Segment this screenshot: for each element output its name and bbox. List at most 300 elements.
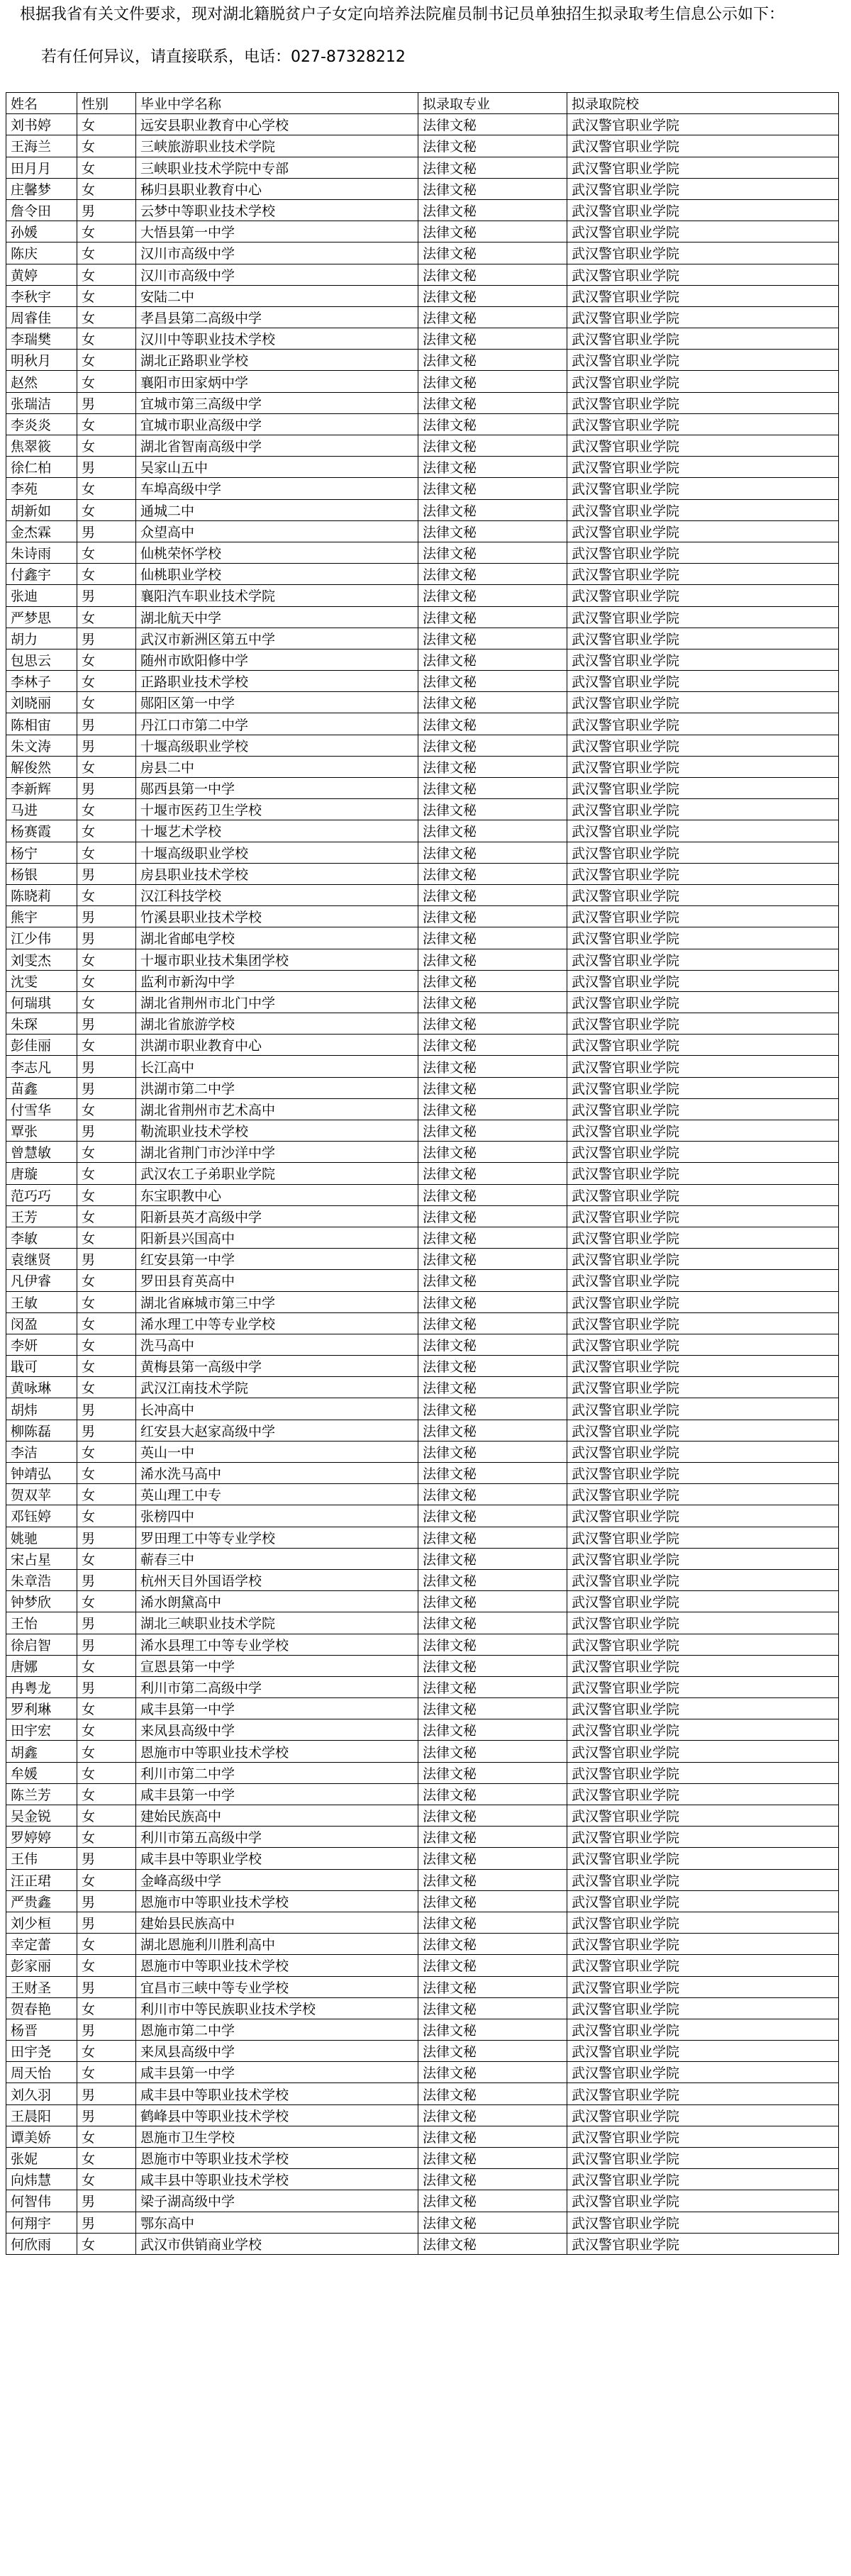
table-row [6,2212,839,2233]
table-row [6,1270,839,1291]
cell-name: 袁继贤 [6,1249,77,1270]
cell-major: 法律文秘 [418,135,567,157]
cell-gender: 女 [77,1312,136,1334]
table-row [6,435,839,457]
cell-name: 田月月 [6,157,77,178]
cell-school: 建始县民族高中 [136,1912,418,1933]
cell-gender: 女 [77,884,136,905]
cell-gender: 女 [77,1805,136,1827]
cell-school: 英山理工中专 [136,1484,418,1505]
cell-school: 浠水县理工中等专业学校 [136,1634,418,1655]
cell-school: 湖北省荆州市北门中学 [136,991,418,1013]
cell-college: 武汉警官职业学院 [567,135,839,157]
cell-gender: 女 [77,1227,136,1248]
header-school: 毕业中学名称 [136,93,418,114]
cell-gender: 男 [77,1420,136,1441]
cell-major: 法律文秘 [418,1142,567,1163]
table-row [6,1548,839,1569]
cell-major: 法律文秘 [418,1612,567,1634]
cell-college: 武汉警官职业学院 [567,1035,839,1056]
cell-major: 法律文秘 [418,863,567,884]
cell-college: 武汉警官职业学院 [567,1719,839,1741]
cell-college: 武汉警官职业学院 [567,585,839,606]
table-row [6,1591,839,1612]
cell-school: 洪湖市职业教育中心 [136,1035,418,1056]
cell-major: 法律文秘 [418,1120,567,1142]
table-row [6,499,839,520]
cell-college: 武汉警官职业学院 [567,1077,839,1098]
cell-name: 王海兰 [6,135,77,157]
cell-school: 宜城市第三高级中学 [136,392,418,413]
table-row [6,1805,839,1827]
cell-major: 法律文秘 [418,1270,567,1291]
cell-gender: 女 [77,499,136,520]
cell-name: 马进 [6,799,77,820]
cell-major: 法律文秘 [418,520,567,542]
cell-gender: 女 [77,285,136,306]
cell-gender: 女 [77,564,136,585]
cell-college: 武汉警官职业学院 [567,2104,839,2126]
cell-gender: 女 [77,413,136,435]
cell-school: 武汉市新洲区第五中学 [136,628,418,649]
cell-gender: 女 [77,649,136,670]
cell-gender: 女 [77,242,136,264]
table-row [6,457,839,478]
table-row [6,692,839,713]
table-row [6,1377,839,1398]
cell-school: 蕲春三中 [136,1548,418,1569]
cell-gender: 女 [77,1377,136,1398]
cell-college: 武汉警官职业学院 [567,1741,839,1762]
cell-school: 东宝职教中心 [136,1184,418,1205]
cell-college: 武汉警官职业学院 [567,1463,839,1484]
table-body [6,114,839,2255]
cell-college: 武汉警官职业学院 [567,628,839,649]
cell-major: 法律文秘 [418,1377,567,1398]
cell-name: 幸定蕾 [6,1934,77,1955]
table-row [6,2233,839,2254]
table-row [6,970,839,991]
cell-college: 武汉警官职业学院 [567,392,839,413]
cell-name: 王晨阳 [6,2104,77,2126]
cell-gender: 男 [77,735,136,756]
cell-major: 法律文秘 [418,799,567,820]
cell-school: 十堰高级职业学校 [136,842,418,863]
cell-name: 江少伟 [6,927,77,949]
cell-gender: 男 [77,778,136,799]
cell-school: 大悟县第一中学 [136,221,418,242]
cell-school: 孝昌县第二高级中学 [136,306,418,328]
cell-name: 付雪华 [6,1098,77,1120]
table-row [6,1163,839,1184]
table-row [6,306,839,328]
cell-name: 焦翠筱 [6,435,77,457]
cell-college: 武汉警官职业学院 [567,2126,839,2147]
cell-gender: 男 [77,1056,136,1077]
table-row [6,1098,839,1120]
cell-school: 英山一中 [136,1441,418,1462]
table-row [6,1955,839,1976]
cell-school: 红安县大赵家高级中学 [136,1420,418,1441]
table-row [6,1505,839,1527]
cell-college: 武汉警官职业学院 [567,820,839,842]
cell-school: 利川市第二中学 [136,1762,418,1783]
cell-gender: 男 [77,1569,136,1590]
cell-major: 法律文秘 [418,478,567,499]
table-row [6,285,839,306]
table-row [6,264,839,285]
cell-school: 十堰市职业技术集团学校 [136,949,418,970]
cell-college: 武汉警官职业学院 [567,1527,839,1548]
cell-major: 法律文秘 [418,1077,567,1098]
cell-major: 法律文秘 [418,778,567,799]
cell-school: 恩施市卫生学校 [136,2126,418,2147]
cell-name: 贺双苹 [6,1484,77,1505]
cell-major: 法律文秘 [418,264,567,285]
cell-gender: 女 [77,1762,136,1783]
cell-gender: 女 [77,435,136,457]
table-header-row [6,93,839,114]
cell-college: 武汉警官职业学院 [567,692,839,713]
cell-gender: 男 [77,863,136,884]
cell-name: 陈相宙 [6,713,77,735]
cell-college: 武汉警官职业学院 [567,350,839,371]
cell-gender: 男 [77,1077,136,1098]
cell-school: 来凤县高级中学 [136,2041,418,2062]
cell-school: 仙桃职业学校 [136,564,418,585]
table-row [6,735,839,756]
cell-school: 吴家山五中 [136,457,418,478]
cell-name: 何翔宇 [6,2212,77,2233]
cell-gender: 男 [77,585,136,606]
cell-gender: 女 [77,2169,136,2190]
cell-major: 法律文秘 [418,2019,567,2040]
cell-college: 武汉警官职业学院 [567,713,839,735]
cell-name: 罗利琳 [6,1698,77,1719]
cell-gender: 女 [77,135,136,157]
cell-college: 武汉警官职业学院 [567,1997,839,2019]
cell-name: 田宇尧 [6,2041,77,2062]
cell-gender: 女 [77,1548,136,1569]
cell-school: 汉川中等职业技术学校 [136,328,418,350]
cell-school: 恩施市第二中学 [136,2019,418,2040]
cell-college: 武汉警官职业学院 [567,1120,839,1142]
cell-major: 法律文秘 [418,413,567,435]
cell-gender: 男 [77,2083,136,2104]
cell-college: 武汉警官职业学院 [567,1783,839,1805]
cell-school: 武汉市供销商业学校 [136,2233,418,2254]
cell-major: 法律文秘 [418,1334,567,1355]
cell-name: 范巧巧 [6,1184,77,1205]
cell-major: 法律文秘 [418,585,567,606]
cell-gender: 女 [77,1934,136,1955]
cell-gender: 女 [77,1591,136,1612]
cell-major: 法律文秘 [418,1548,567,1569]
cell-school: 远安县职业教育中心学校 [136,114,418,135]
cell-college: 武汉警官职业学院 [567,1676,839,1697]
cell-major: 法律文秘 [418,1741,567,1762]
table-row [6,1912,839,1933]
cell-name: 周天怡 [6,2062,77,2083]
cell-major: 法律文秘 [418,221,567,242]
cell-major: 法律文秘 [418,1356,567,1377]
cell-gender: 女 [77,949,136,970]
table-row [6,927,839,949]
table-row [6,1334,839,1355]
cell-major: 法律文秘 [418,628,567,649]
cell-major: 法律文秘 [418,2148,567,2169]
cell-school: 湖北航天中学 [136,606,418,628]
cell-gender: 女 [77,1356,136,1377]
cell-gender: 女 [77,692,136,713]
cell-major: 法律文秘 [418,1827,567,1848]
cell-major: 法律文秘 [418,756,567,777]
cell-college: 武汉警官职业学院 [567,1869,839,1890]
cell-major: 法律文秘 [418,2233,567,2254]
table-row [6,1463,839,1484]
table-row [6,1997,839,2019]
table-row [6,2126,839,2147]
cell-major: 法律文秘 [418,392,567,413]
cell-gender: 男 [77,457,136,478]
cell-major: 法律文秘 [418,884,567,905]
cell-college: 武汉警官职业学院 [567,863,839,884]
cell-gender: 女 [77,799,136,820]
cell-major: 法律文秘 [418,350,567,371]
cell-gender: 女 [77,221,136,242]
cell-name: 孙媛 [6,221,77,242]
cell-college: 武汉警官职业学院 [567,1441,839,1462]
cell-major: 法律文秘 [418,1056,567,1077]
table-row [6,242,839,264]
cell-college: 武汉警官职业学院 [567,1934,839,1955]
table-row [6,1698,839,1719]
cell-name: 罗婷婷 [6,1827,77,1848]
cell-name: 向炜慧 [6,2169,77,2190]
cell-name: 陈兰芳 [6,1783,77,1805]
table-row [6,991,839,1013]
table-row [6,1205,839,1227]
cell-college: 武汉警官职业学院 [567,1976,839,1997]
cell-major: 法律文秘 [418,1655,567,1676]
cell-college: 武汉警官职业学院 [567,1955,839,1976]
cell-major: 法律文秘 [418,1013,567,1035]
cell-gender: 女 [77,1205,136,1227]
notice-contact: 若有任何异议，请直接联系，电话：027-87328212 [41,48,406,66]
cell-gender: 男 [77,906,136,927]
cell-name: 覃张 [6,1120,77,1142]
cell-name: 苗鑫 [6,1077,77,1098]
cell-major: 法律文秘 [418,649,567,670]
cell-college: 武汉警官职业学院 [567,1912,839,1933]
cell-college: 武汉警官职业学院 [567,1420,839,1441]
cell-college: 武汉警官职业学院 [567,264,839,285]
table-row [6,1934,839,1955]
table-row [6,1013,839,1035]
table-row [6,1569,839,1590]
cell-gender: 女 [77,820,136,842]
cell-school: 湖北省麻城市第三中学 [136,1291,418,1312]
cell-gender: 女 [77,2148,136,2169]
table-row [6,1441,839,1462]
cell-major: 法律文秘 [418,457,567,478]
cell-name: 朱诗雨 [6,542,77,563]
cell-school: 咸丰县中等职业技术学校 [136,2169,418,2190]
cell-name: 刘书婷 [6,114,77,135]
cell-major: 法律文秘 [418,1463,567,1484]
cell-name: 凡伊睿 [6,1270,77,1291]
table-row [6,1848,839,1869]
cell-school: 咸丰县中等职业学校 [136,1848,418,1869]
cell-gender: 女 [77,606,136,628]
cell-school: 襄阳市田家炳中学 [136,371,418,392]
cell-college: 武汉警官职业学院 [567,927,839,949]
cell-college: 武汉警官职业学院 [567,457,839,478]
cell-school: 恩施市中等职业技术学校 [136,2148,418,2169]
cell-school: 竹溪县职业技术学校 [136,906,418,927]
cell-school: 丹江口市第二中学 [136,713,418,735]
cell-college: 武汉警官职业学院 [567,649,839,670]
cell-gender: 女 [77,756,136,777]
table-row [6,1676,839,1697]
table-row [6,585,839,606]
cell-gender: 女 [77,478,136,499]
table-row [6,1655,839,1676]
cell-name: 王财圣 [6,1976,77,1997]
cell-gender: 男 [77,1612,136,1634]
cell-major: 法律文秘 [418,371,567,392]
cell-college: 武汉警官职业学院 [567,306,839,328]
cell-major: 法律文秘 [418,1441,567,1462]
cell-school: 洪湖市第二中学 [136,1077,418,1098]
cell-college: 武汉警官职业学院 [567,1142,839,1163]
cell-major: 法律文秘 [418,1805,567,1827]
table-row [6,1634,839,1655]
cell-name: 李志凡 [6,1056,77,1077]
cell-school: 湖北省旅游学校 [136,1013,418,1035]
cell-name: 闵盈 [6,1312,77,1334]
cell-college: 武汉警官职业学院 [567,1548,839,1569]
cell-major: 法律文秘 [418,285,567,306]
cell-name: 张迪 [6,585,77,606]
cell-name: 熊宇 [6,906,77,927]
cell-school: 郧西县第一中学 [136,778,418,799]
cell-name: 李瑞樊 [6,328,77,350]
cell-college: 武汉警官职业学院 [567,1612,839,1634]
cell-gender: 女 [77,1484,136,1505]
cell-name: 田宇宏 [6,1719,77,1741]
cell-school: 监利市新沟中学 [136,970,418,991]
cell-name: 朱章浩 [6,1569,77,1590]
cell-school: 湖北省邮电学校 [136,927,418,949]
cell-school: 三峡职业技术学院中专部 [136,157,418,178]
cell-major: 法律文秘 [418,1762,567,1783]
cell-gender: 男 [77,1398,136,1420]
cell-name: 王伟 [6,1848,77,1869]
cell-name: 唐娜 [6,1655,77,1676]
cell-gender: 男 [77,520,136,542]
table-row [6,1312,839,1334]
table-row [6,1869,839,1890]
cell-school: 宣恩县第一中学 [136,1655,418,1676]
cell-gender: 男 [77,1848,136,1869]
cell-school: 利川市第二高级中学 [136,1676,418,1697]
cell-college: 武汉警官职业学院 [567,2041,839,2062]
cell-college: 武汉警官职业学院 [567,2169,839,2190]
cell-major: 法律文秘 [418,991,567,1013]
cell-name: 杨晋 [6,2019,77,2040]
cell-gender: 女 [77,842,136,863]
cell-name: 李洁 [6,1441,77,1462]
table-row [6,178,839,199]
cell-major: 法律文秘 [418,1591,567,1612]
table-row [6,413,839,435]
cell-major: 法律文秘 [418,692,567,713]
cell-name: 徐启智 [6,1634,77,1655]
cell-major: 法律文秘 [418,1783,567,1805]
cell-name: 王敏 [6,1291,77,1312]
cell-major: 法律文秘 [418,1976,567,1997]
cell-gender: 女 [77,1997,136,2019]
table-row [6,520,839,542]
cell-college: 武汉警官职业学院 [567,1334,839,1355]
cell-school: 正路职业技术学校 [136,671,418,692]
cell-school: 通城二中 [136,499,418,520]
cell-name: 严梦思 [6,606,77,628]
table-row [6,884,839,905]
cell-school: 宜昌市三峡中等专业学校 [136,1976,418,1997]
cell-college: 武汉警官职业学院 [567,884,839,905]
cell-school: 张榜四中 [136,1505,418,1527]
cell-name: 钟靖弘 [6,1463,77,1484]
cell-college: 武汉警官职业学院 [567,1205,839,1227]
cell-major: 法律文秘 [418,242,567,264]
table-row [6,949,839,970]
cell-college: 武汉警官职业学院 [567,1184,839,1205]
table-row [6,1719,839,1741]
table-row [6,2019,839,2040]
cell-major: 法律文秘 [418,2083,567,2104]
cell-gender: 女 [77,542,136,563]
cell-gender: 女 [77,1741,136,1762]
cell-major: 法律文秘 [418,1291,567,1312]
cell-college: 武汉警官职业学院 [567,520,839,542]
cell-gender: 女 [77,1505,136,1527]
cell-major: 法律文秘 [418,713,567,735]
cell-major: 法律文秘 [418,1205,567,1227]
cell-name: 李炎炎 [6,413,77,435]
cell-name: 黄咏琳 [6,1377,77,1398]
cell-college: 武汉警官职业学院 [567,1013,839,1035]
table-row [6,1612,839,1634]
cell-major: 法律文秘 [418,1634,567,1655]
table-row [6,2062,839,2083]
table-row [6,2041,839,2062]
cell-gender: 女 [77,264,136,285]
cell-gender: 女 [77,970,136,991]
table-row [6,1291,839,1312]
cell-school: 汉江科技学校 [136,884,418,905]
table-row [6,1142,839,1163]
cell-school: 众望高中 [136,520,418,542]
cell-gender: 男 [77,1676,136,1697]
cell-gender: 男 [77,392,136,413]
cell-school: 浠水理工中等专业学校 [136,1312,418,1334]
cell-major: 法律文秘 [418,735,567,756]
cell-college: 武汉警官职业学院 [567,328,839,350]
cell-college: 武汉警官职业学院 [567,1056,839,1077]
cell-major: 法律文秘 [418,1420,567,1441]
